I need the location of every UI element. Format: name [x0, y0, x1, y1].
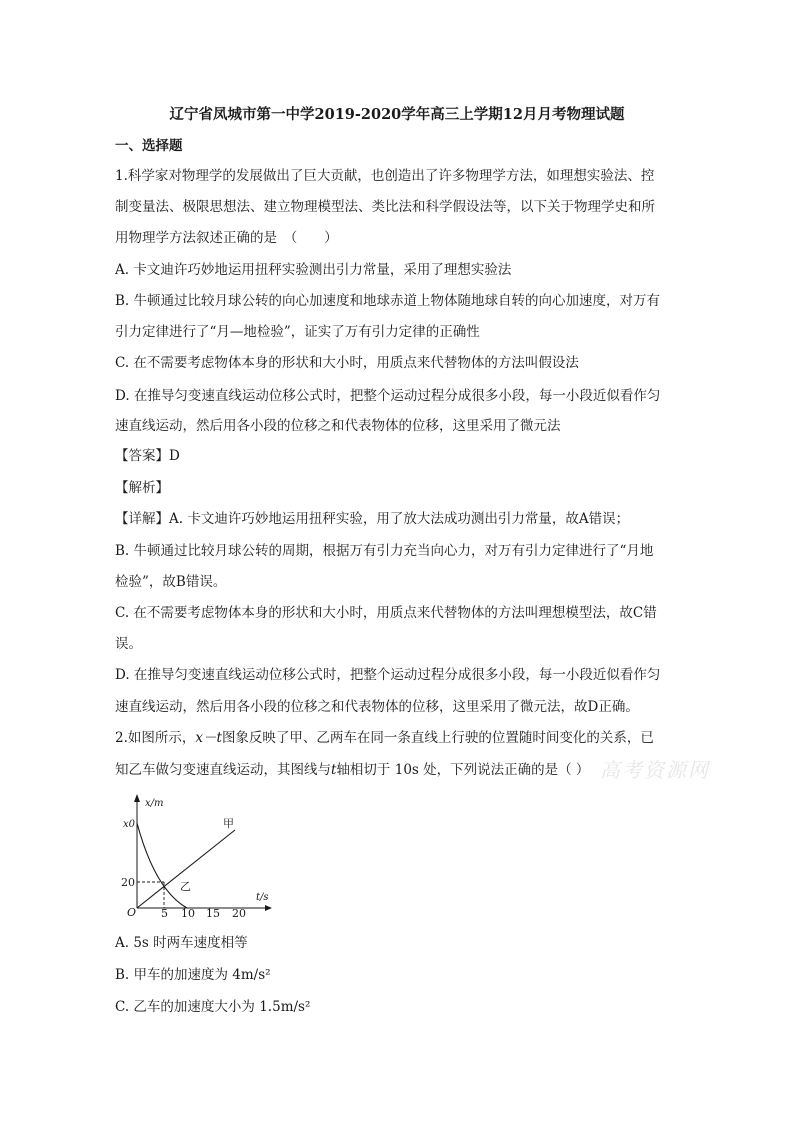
q2-line2-post: 轴相切于 10s 处，下列说法正确的是（ ）	[336, 762, 590, 778]
curve-yi	[137, 823, 187, 908]
origin-label: O	[127, 906, 137, 919]
x-tick-20: 20	[232, 907, 246, 920]
curve-jia-label: 甲	[223, 817, 234, 830]
q1-analysis-heading: 【解析】	[115, 480, 169, 496]
x-tick-10: 10	[181, 907, 195, 920]
q1-detail-line-6: D. 在推导匀变速直线运动位移公式时，把整个运动过程分成很多小段，每一小段近似看作匀	[115, 667, 661, 683]
q2-option-c: C. 乙车的加速度大小为 1.5m/s²	[115, 999, 311, 1015]
q1-detail-line-4: C. 在不需要考虑物体本身的形状和大小时，用质点来代替物体的方法叫理想模型法，故C错	[115, 605, 657, 621]
x-t-graph	[115, 790, 275, 920]
q2-option-a: A. 5s 时两车速度相等	[115, 935, 248, 951]
q2-line2-var: t	[331, 762, 337, 778]
q1-detail-line-3: 检验”，故B错误。	[115, 574, 227, 590]
q2-line1-pre: 2.如图所示，	[115, 730, 196, 746]
page-title: 辽宁省凤城市第一中学2019-2020学年高三上学期12月月考物理试题	[169, 106, 625, 123]
x-axis-arrow	[265, 905, 272, 911]
q1-detail-line-1: 【详解】A. 卡文迪许巧妙地运用扭秤实验，用了放大法成功测出引力常量，故A错误；	[115, 511, 630, 527]
q2-stem-line-2	[115, 760, 680, 780]
q1-stem-line-3: 用物理学方法叙述正确的是 （ ）	[115, 230, 338, 246]
y-axis-arrow	[134, 794, 140, 802]
x-tick-15: 15	[206, 907, 220, 920]
x0-label: x0	[123, 819, 136, 830]
section-heading: 一、选择题	[115, 138, 183, 154]
q1-option-b-line-1: B. 牛顿通过比较月球公转的向心加速度和地球赤道上物体随地球自转的向心加速度，对万有	[115, 293, 661, 309]
x-tick-5: 5	[161, 907, 168, 920]
q2-stem-line-1	[115, 728, 680, 748]
q1-option-d-line-2: 速直线运动，然后用各小段的位移之和代表物体的位移，这里采用了微元法	[115, 418, 561, 434]
y-tick-20: 20	[121, 876, 135, 889]
q1-option-b-line-2: 引力定律进行了“月—地检验”，证实了万有引力定律的正确性	[115, 324, 480, 340]
q1-detail-line-2: B. 牛顿通过比较月球公转的周期，根据万有引力充当向心力，对万有引力定律进行了“月地	[115, 543, 654, 559]
curve-jia	[137, 830, 235, 908]
q2-option-b: B. 甲车的加速度为 4m/s²	[115, 967, 271, 983]
q2-line1-post: 图象反映了甲、乙两车在同一条直线上行驶的位置随时间变化的关系，已	[221, 730, 654, 746]
q1-stem-line-2: 制变量法、极限思想法、建立物理模型法、类比法和科学假设法等，以下关于物理学史和所	[115, 199, 655, 215]
q1-detail-line-5: 误。	[115, 636, 142, 652]
q1-option-a: A. 卡文迪许巧妙地运用扭秤实验测出引力常量，采用了理想实验法	[115, 262, 512, 278]
q1-stem-line-1: 1.科学家对物理学的发展做出了巨大贡献，也创造出了许多物理学方法，如理想实验法、控	[115, 168, 655, 184]
watermark: 高考资源网	[600, 758, 710, 782]
q2-line2-pre: 知乙车做匀变速直线运动，其图线与	[115, 762, 331, 778]
curve-yi-label: 乙	[180, 880, 191, 893]
x-axis-label: t/s	[256, 892, 269, 903]
q2-line1-var: x－t	[195, 730, 222, 746]
q1-option-d-line-1: D. 在推导匀变速直线运动位移公式时，把整个运动过程分成很多小段，每一小段近似看作匀	[115, 388, 661, 404]
q1-answer: 【答案】D	[115, 448, 180, 464]
q1-option-c: C. 在不需要考虑物体本身的形状和大小时，用质点来代替物体的方法叫假设法	[115, 355, 579, 371]
q1-detail-line-7: 速直线运动，然后用各小段的位移之和代表物体的位移，这里采用了微元法，故D正确。	[115, 699, 639, 715]
y-axis-label: x/m	[145, 798, 164, 809]
